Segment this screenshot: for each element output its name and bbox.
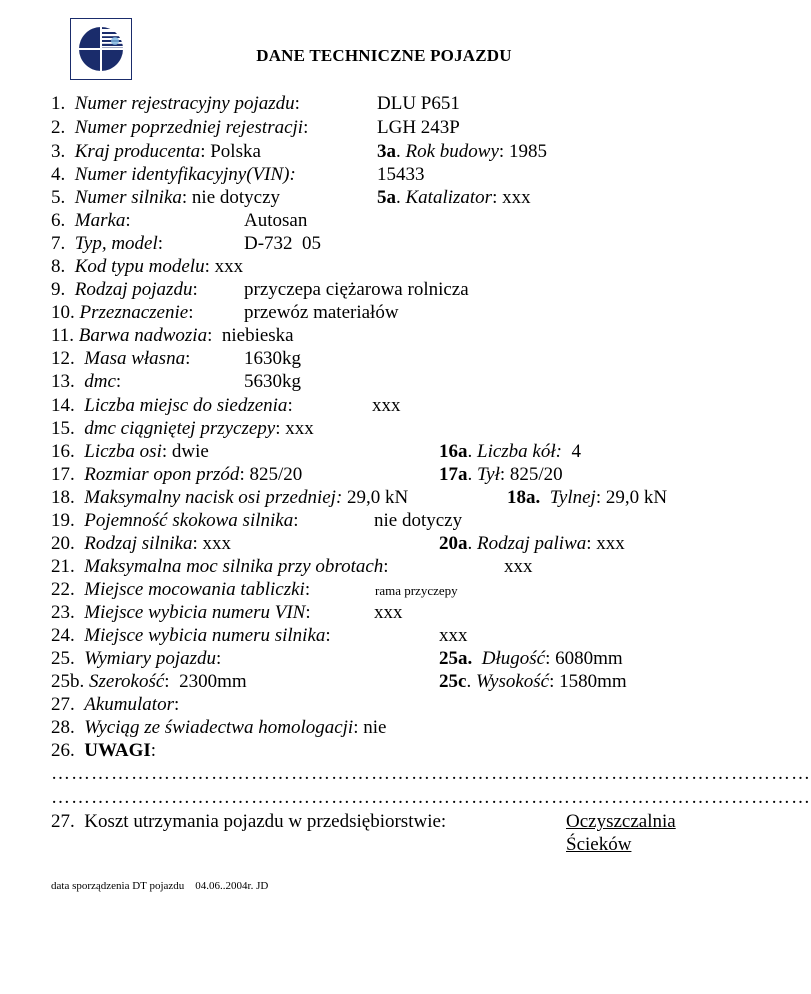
row-21-value: xxx [504,556,533,577]
row-3a: 3a. Rok budowy: 1985 [377,141,547,162]
row-10: 10. Przeznaczenie: [51,302,194,323]
row-1-value: DLU P651 [377,93,460,114]
row-14-value: xxx [372,395,401,416]
row-16: 16. Liczba osi: dwie [51,441,209,462]
row-18a: 18a. Tylnej: 29,0 kN [507,487,668,508]
row-19-value: nie dotyczy [374,510,463,531]
row-1: 1. Numer rejestracyjny pojazdu: [51,93,300,114]
row-27-koszt: 27. Koszt utrzymania pojazdu w przedsiębiorstwie: [51,811,447,832]
row-17a: 17a. Tył: 825/20 [439,464,563,485]
row-25a: 25a. Długość: 6080mm [439,648,623,669]
row-13-value: 5630kg [244,371,301,392]
row-27-koszt-value-line1: Oczyszczalnia [566,811,676,832]
row-13: 13. dmc: [51,371,122,392]
row-5a: 5a. Katalizator: xxx [377,187,531,208]
document-title: DANE TECHNICZNE POJAZDU [256,46,512,65]
row-2-value: LGH 243P [377,117,460,138]
row-17: 17. Rozmiar opon przód: 825/20 [51,464,303,485]
row-3: 3. Kraj producenta: Polska [51,141,261,162]
row-10-value: przewóz materiałów [244,302,399,323]
row-19: 19. Pojemność skokowa silnika: [51,510,299,531]
row-16a: 16a. Liczba kół: 4 [439,441,581,462]
row-26-uwagi: 26. UWAGI: [51,740,157,761]
row-24: 24. Miejsce wybicia numeru silnika: [51,625,331,646]
row-27-akumulator: 27. Akumulator: [51,694,180,715]
row-9: 9. Rodzaj pojazdu: [51,279,198,300]
row-22-value: rama przyczepy [375,583,458,598]
row-12-value: 1630kg [244,348,301,369]
row-14: 14. Liczba miejsc do siedzenia: [51,395,293,416]
row-23: 23. Miejsce wybicia numeru VIN: [51,602,311,623]
row-20: 20. Rodzaj silnika: xxx [51,533,231,554]
notes-dotted-line-2: …………………………………………………………………………………………………… [51,787,811,808]
row-6-value: Autosan [244,210,308,231]
row-5: 5. Numer silnika: nie dotyczy [51,187,281,208]
row-8: 8. Kod typu modelu: xxx [51,256,244,277]
row-28: 28. Wyciąg ze świadectwa homologacji: nie [51,717,387,738]
row-25: 25. Wymiary pojazdu: [51,648,222,669]
notes-dotted-line-1: …………………………………………………………………………………………………… [51,763,811,784]
row-27-koszt-value-line2: Ścieków [566,834,632,855]
row-6: 6. Marka: [51,210,131,231]
row-11: 11. Barwa nadwozia: niebieska [51,325,294,346]
row-4: 4. Numer identyfikacyjny(VIN): [51,164,296,185]
row-2: 2. Numer poprzedniej rejestracji: [51,117,309,138]
footer-date: data sporządzenia DT pojazdu 04.06..2004r. JD [51,880,269,892]
row-15: 15. dmc ciągniętej przyczepy: xxx [51,418,314,439]
row-23-value: xxx [374,602,403,623]
row-18: 18. Maksymalny nacisk osi przedniej: 29,0 kN [51,487,409,508]
row-24-value: xxx [439,625,468,646]
row-20a: 20a. Rodzaj paliwa: xxx [439,533,625,554]
row-25c: 25c. Wysokość: 1580mm [439,671,627,692]
row-22: 22. Miejsce mocowania tabliczki: [51,579,311,600]
row-9-value: przyczepa ciężarowa rolnicza [244,279,469,300]
row-25b: 25b. Szerokość: 2300mm [51,671,247,692]
row-12: 12. Masa własna: [51,348,191,369]
row-7: 7. Typ, model: [51,233,164,254]
row-7-value: D-732 05 [244,233,322,254]
row-21: 21. Maksymalna moc silnika przy obrotach: [51,556,389,577]
row-4-value: 15433 [377,164,425,185]
